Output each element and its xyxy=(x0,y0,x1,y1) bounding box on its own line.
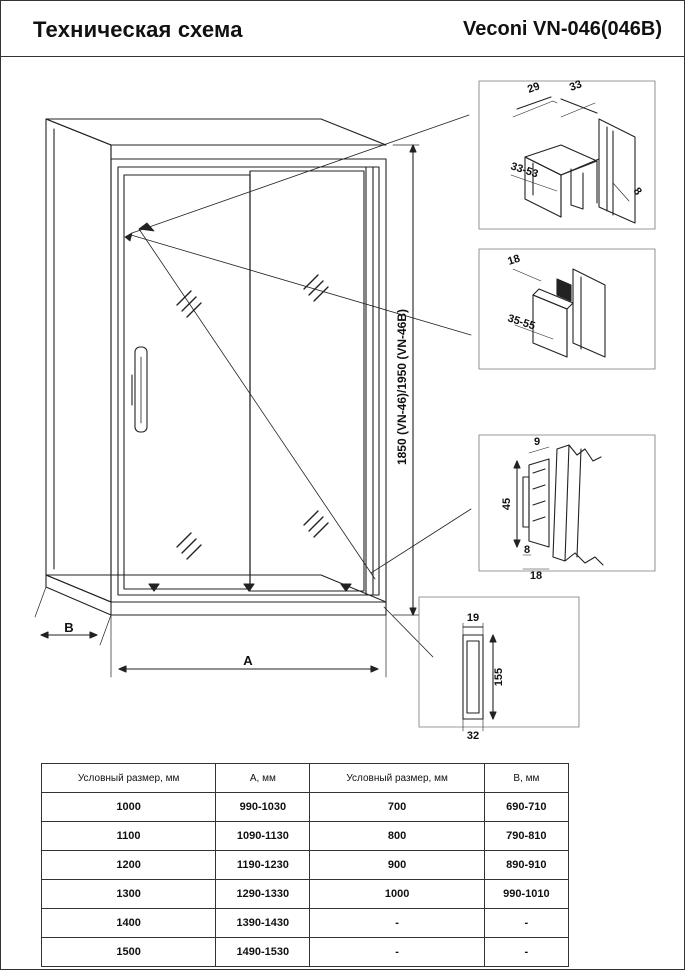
bottom-guides xyxy=(149,584,351,591)
table-cell: 1400 xyxy=(42,909,216,938)
table-cell: 1000 xyxy=(42,793,216,822)
cabin-left-wall xyxy=(46,119,111,602)
door-handle xyxy=(132,347,147,432)
depth-dimension-label: B xyxy=(64,620,74,635)
table-header-cell: Условный размер, мм xyxy=(310,764,484,793)
detail-profile-dim-45: 45 xyxy=(501,497,513,511)
table-row xyxy=(42,938,569,967)
table-row xyxy=(42,851,569,880)
table-cell: 1000 xyxy=(310,880,484,909)
table-cell: - xyxy=(310,938,484,967)
detail-wall-dim-3555: 35-55 xyxy=(506,312,537,333)
product-model: Veconi VN-046(046B) xyxy=(463,18,662,40)
height-dimension-label: 1850 (VN-46)/1950 (VN-46B) xyxy=(395,308,409,466)
leader-lines xyxy=(125,115,471,657)
sliding-door-right xyxy=(250,171,364,591)
detail-top-dim-29: 29 xyxy=(525,80,542,96)
detail-handle-dim-19: 19 xyxy=(466,612,480,624)
table-cell: 800 xyxy=(310,822,484,851)
table-row xyxy=(42,880,569,909)
table-cell: 700 xyxy=(310,793,484,822)
table-row xyxy=(42,909,569,938)
detail-wall-dim-18: 18 xyxy=(506,252,522,268)
depth-dimension-b xyxy=(35,587,111,645)
table-cell: 900 xyxy=(310,851,484,880)
sliding-door-left xyxy=(124,175,250,589)
table-cell: 890-910 xyxy=(484,851,568,880)
table-cell: 1490-1530 xyxy=(216,938,310,967)
table-cell: 990-1010 xyxy=(484,880,568,909)
detail-wall-profile xyxy=(479,249,655,369)
table-cell: 990-1030 xyxy=(216,793,310,822)
cabin-front-frame xyxy=(111,159,386,602)
width-dimension-label: A xyxy=(243,653,253,668)
drawing-area xyxy=(1,57,684,747)
size-table-wrapper xyxy=(41,763,569,967)
page-title: Техническая схема xyxy=(33,17,243,42)
table-cell: 1290-1330 xyxy=(216,880,310,909)
detail-top-profile xyxy=(479,81,655,229)
table-header-cell: Условный размер, мм xyxy=(42,764,216,793)
table-row xyxy=(42,822,569,851)
table-cell: - xyxy=(310,909,484,938)
detail-handle-dim-155: 155 xyxy=(493,667,505,687)
detail-profile-dim-8: 8 xyxy=(523,544,531,556)
table-cell: 790-810 xyxy=(484,822,568,851)
table-cell: 1090-1130 xyxy=(216,822,310,851)
table-header-cell: А, мм xyxy=(216,764,310,793)
table-row xyxy=(42,793,569,822)
table-header-cell: В, мм xyxy=(484,764,568,793)
table-cell: 1200 xyxy=(42,851,216,880)
table-cell: - xyxy=(484,938,568,967)
shower-cabin-drawing xyxy=(1,57,684,747)
detail-handle-section xyxy=(419,597,579,731)
detail-handle-dim-32: 32 xyxy=(466,730,480,742)
detail-profile-dim-9: 9 xyxy=(533,436,541,448)
table-cell: 690-710 xyxy=(484,793,568,822)
table-cell: 1190-1230 xyxy=(216,851,310,880)
table-cell: 1500 xyxy=(42,938,216,967)
table-cell: - xyxy=(484,909,568,938)
detail-top-dim-33: 33 xyxy=(567,78,584,94)
glass-reflection-marks xyxy=(177,275,328,559)
detail-profile-dim-18: 18 xyxy=(529,570,543,582)
table-cell: 1100 xyxy=(42,822,216,851)
detail-top-dim-8: 8 xyxy=(630,185,644,198)
size-table xyxy=(41,763,569,967)
table-cell: 1300 xyxy=(42,880,216,909)
detail-top-dim-3353: 33-53 xyxy=(509,160,540,181)
table-header-row xyxy=(42,764,569,793)
page-header xyxy=(1,1,684,57)
table-cell: 1390-1430 xyxy=(216,909,310,938)
